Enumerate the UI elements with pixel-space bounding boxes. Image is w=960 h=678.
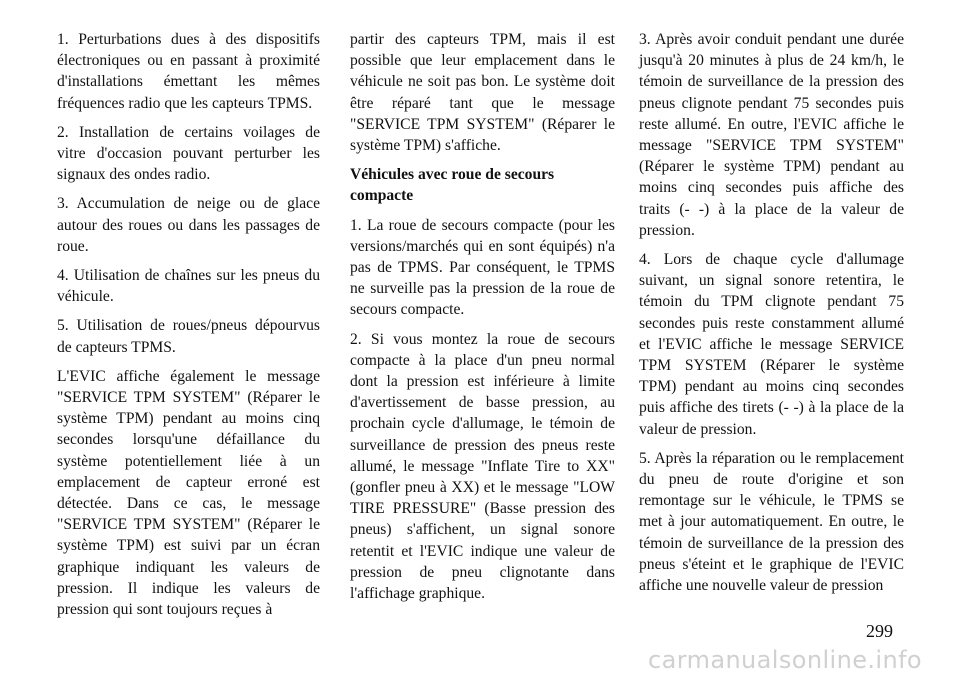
section-heading: Véhicules avec roue de secours compacte [350,166,555,205]
text-column-left [57,29,320,628]
text-column-right [639,29,904,604]
page-number: 299 [866,621,893,641]
paragraph: L'EVIC affiche également le message "SERVICE TPM SYSTEM" (Réparer le système TPM) pendant au moins cinq secondes lorsqu'une défaillance du système potentiellement liée à un emplacement de capteur erroné est détectée. Dans ce cas, le message "SERVICE TPM SYSTEM" (Réparer le système TPM) est suivi par un écran graphique indiquant les valeurs de pression. Il indique les valeurs de pression qui sont toujours reçues à [57,367,320,619]
paragraph: partir des capteurs TPM, mais il est possible que leur emplacement dans le véhicule ne soit pas bon. Le système doit être réparé tant que le message "SERVICE TPM SYSTEM" (Réparer le système TPM) s'affiche. [350,31,615,155]
paragraph: 2. Installation de certains voilages de vitre d'occasion pouvant perturber les signaux des ondes radio. [57,123,320,184]
paragraph: 5. Utilisation de roues/pneus dépourvus de capteurs TPMS. [57,317,320,356]
paragraph: 4. Utilisation de chaînes sur les pneus du véhicule. [57,267,320,306]
paragraph: 2. Si vous montez la roue de secours compacte à la place d'un pneu normal dont la pression est inférieure à limite d'avertissement de basse pression, au prochain cycle d'allumage, le témoin de surveillance de pression des pneus reste allumé, le message "Inflate Tire to XX" (gonfler pneu à XX) et le message "LOW TIRE PRESSURE" (Basse pression des pneus) s'affichent, un signal sonore retentit et l'EVIC indique une valeur de pression de pneu clignotante dans l'affichage graphique. [350,330,615,603]
paragraph: 1. La roue de secours compacte (pour les versions/marchés qui en sont équipés) n'a pas de TPMS. Par conséquent, le TPMS ne surveille pas la pression de la roue de secours compacte. [350,216,615,319]
paragraph: 3. Accumulation de neige ou de glace autour des roues ou dans les passages de roue. [57,195,320,255]
paragraph: 4. Lors de chaque cycle d'allumage suivant, un signal sonore retentira, le témoin du TPM clignote pendant 75 secondes puis reste constamment allumé et l'EVIC affiche le message SERVICE TPM SYSTEM (Réparer le système TPM) pendant au moins cinq secondes puis affiche des tirets (- -) à la place de la valeur de pression. [639,251,904,438]
paragraph: 5. Après la réparation ou le remplacement du pneu de route d'origine et son remontage sur le véhicule, le TPMS se met à jour automatiquement. En outre, le témoin de surveillance de la pression des pneus s'éteint et le graphique de l'EVIC affiche une nouvelle valeur de pression [639,449,904,595]
watermark: carmanualsonline.info [648,646,922,674]
paragraph: 3. Après avoir conduit pendant une durée jusqu'à 20 minutes à plus de 24 km/h, le témoin de surveillance de la pression des pneus clignote pendant 75 secondes puis reste allumé. En outre, l'EVIC affiche le message "SERVICE TPM SYSTEM" (Réparer le système TPM) pendant au moins cinq secondes puis affiche des traits (- -) à la place de la valeur de pression. [639,31,904,239]
text-column-middle [350,29,615,612]
paragraph: 1. Perturbations dues à des dispositifs électroniques ou en passant à proximité d'installations émettant les mêmes fréquences radio que les capteurs TPMS. [57,31,320,112]
